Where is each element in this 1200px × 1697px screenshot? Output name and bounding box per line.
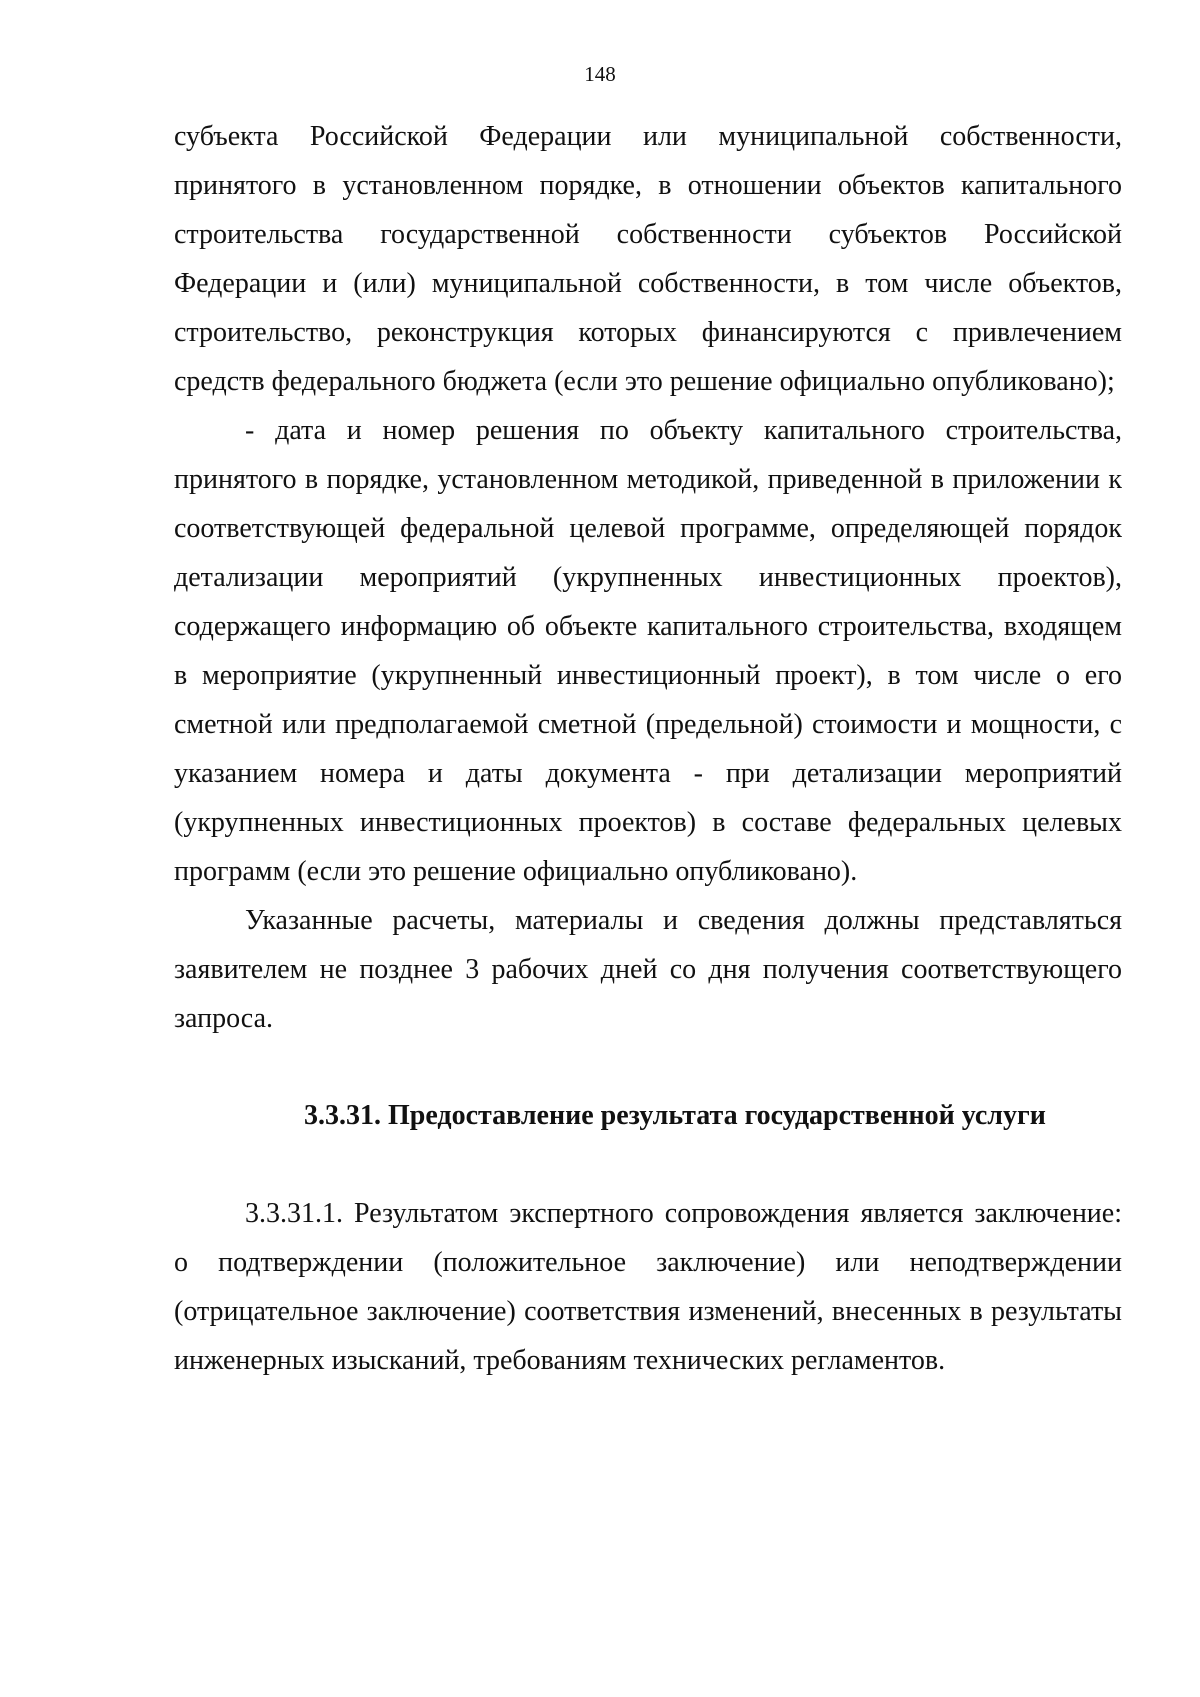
paragraph-deadline: Указанные расчеты, материалы и сведения должны представляться заявителем не позднее 3 рабочих дней со дня получения соответствующего запроса. [174, 905, 1122, 1034]
page-number: 148 [584, 62, 616, 86]
document-body [174, 112, 1122, 1385]
section-heading: 3.3.31. Предоставление результата государственной услуги [304, 1100, 1046, 1131]
paragraph-result: 3.3.31.1. Результатом экспертного сопровождения является заключение: о подтверждении (положительное заключение) или неподтверждении (отрицательное заключение) соответствия изменений, внесенных в результаты инженерных изысканий, требованиям технических регламентов. [174, 1198, 1122, 1376]
paragraph-continuation: субъекта Российской Федерации или муниципальной собственности, принятого в установленном порядке, в отношении объектов капитального строительства государственной собственности субъектов Российской Федерации и (или) муниципальной собственности, в том числе объектов, строительство, реконструкция которых финансируются с привлечением средств федерального бюджета (если это решение официально опубликовано); [174, 121, 1122, 397]
paragraph-decision-date: - дата и номер решения по объекту капитального строительства, принятого в порядке, установленном методикой, приведенной в приложении к соответствующей федеральной целевой программе, определяющей порядок детализации мероприятий (укрупненных инвестиционных проектов), содержащего информацию об объекте капитального строительства, входящем в мероприятие (укрупненный инвестиционный проект), в том числе о его сметной или предполагаемой сметной (предельной) стоимости и мощности, с указанием номера и даты документа - при детализации мероприятий (укрупненных инвестиционных проектов) в составе федеральных целевых программ (если это решение официально опубликовано). [174, 415, 1122, 887]
